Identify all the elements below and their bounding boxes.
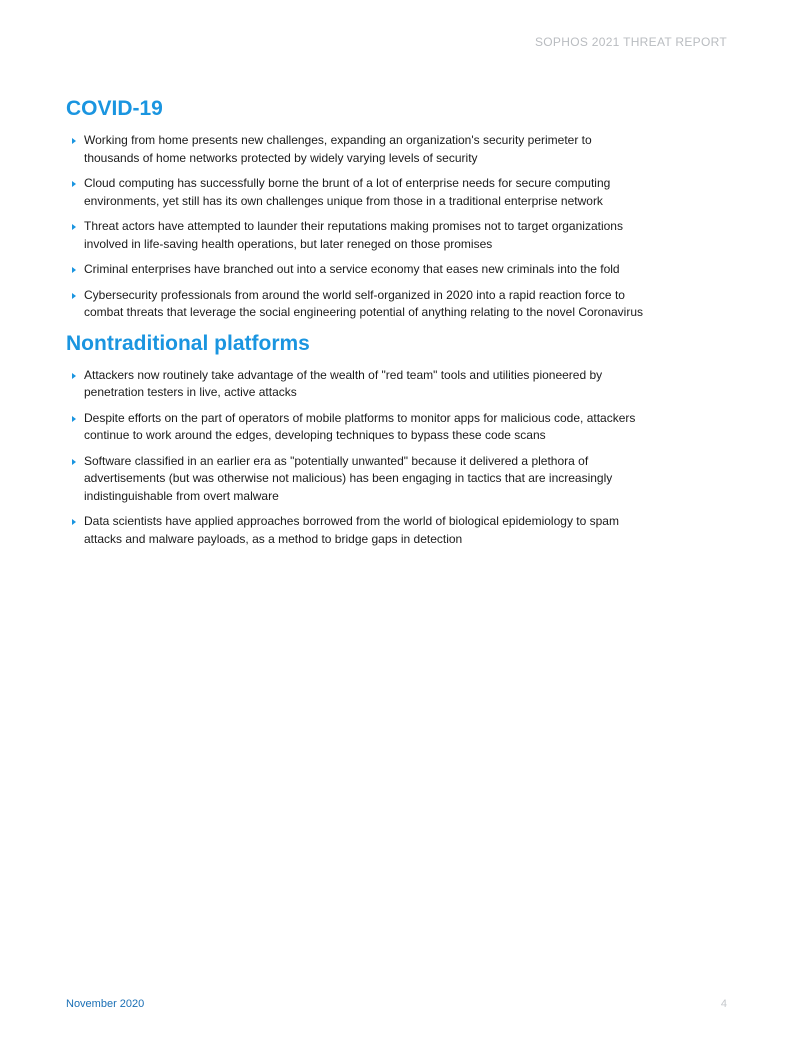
report-title: SOPHOS 2021 THREAT REPORT (534, 35, 727, 49)
triangle-right-icon (72, 138, 76, 144)
triangle-right-icon (72, 416, 76, 422)
list-item (66, 261, 646, 279)
triangle-right-icon (72, 224, 76, 230)
list-item (66, 513, 646, 548)
list-item-text: Data scientists have applied approaches borrowed from the world of biological epidemiology to spam attacks and malware payloads, as a method to bridge gaps in detection (84, 514, 619, 546)
page-number: 4 (720, 998, 727, 1010)
list-item (66, 132, 646, 167)
list-item (66, 453, 646, 506)
list-item (66, 410, 646, 445)
list-item-text: Attackers now routinely take advantage of the wealth of "red team" tools and utilities pioneered by penetration testers in live, active attacks (84, 367, 603, 400)
list-item-text: Cybersecurity professionals from around the world self-organized in 2020 into a rapid reaction force to combat threats that leverage the social engineering potential of anything relating to the novel Coronavirus (84, 287, 644, 320)
list-item-text: Software classified in an earlier era as "potentially unwanted" because it delivered a plethora of advertisements (but was otherwise not malicious) has been engaging in tactics that are increasingly indistinguishable from overt malware (84, 453, 613, 503)
section-title: COVID-19 (66, 97, 163, 120)
section-title: Nontraditional platforms (66, 331, 310, 355)
list-item (66, 367, 646, 402)
list-item-text: Threat actors have attempted to launder their reputations making promises not to target organizations involved in life-saving health operations, but later reneged on those promises (84, 219, 623, 251)
list-item-text: Cloud computing has successfully borne the brunt of a lot of enterprise needs for secure computing environments, yet still has its own challenges unique from those in a traditional enterprise network (84, 176, 611, 208)
triangle-right-icon (72, 519, 76, 525)
section-nontraditional-platforms (66, 331, 646, 549)
list-item (66, 287, 646, 322)
triangle-right-icon (72, 459, 76, 465)
triangle-right-icon (72, 181, 76, 187)
list-item (66, 218, 646, 253)
triangle-right-icon (72, 293, 76, 299)
bullet-list (66, 132, 646, 322)
triangle-right-icon (72, 373, 76, 379)
list-item-text: Despite efforts on the part of operators of mobile platforms to monitor apps for malicious code, attackers continue to work around the edges, developing techniques to bypass these code scans (84, 410, 636, 443)
bullet-list (66, 367, 646, 549)
list-item (66, 175, 646, 210)
main-content (66, 96, 646, 556)
section-covid-19 (66, 96, 646, 322)
triangle-right-icon (72, 267, 76, 273)
list-item-text: Criminal enterprises have branched out into a service economy that eases new criminals into the fold (84, 262, 620, 277)
footer-date: November 2020 (66, 998, 145, 1010)
list-item-text: Working from home presents new challenges, expanding an organization's security perimeter to thousands of home networks protected by widely varying levels of security (84, 133, 592, 165)
